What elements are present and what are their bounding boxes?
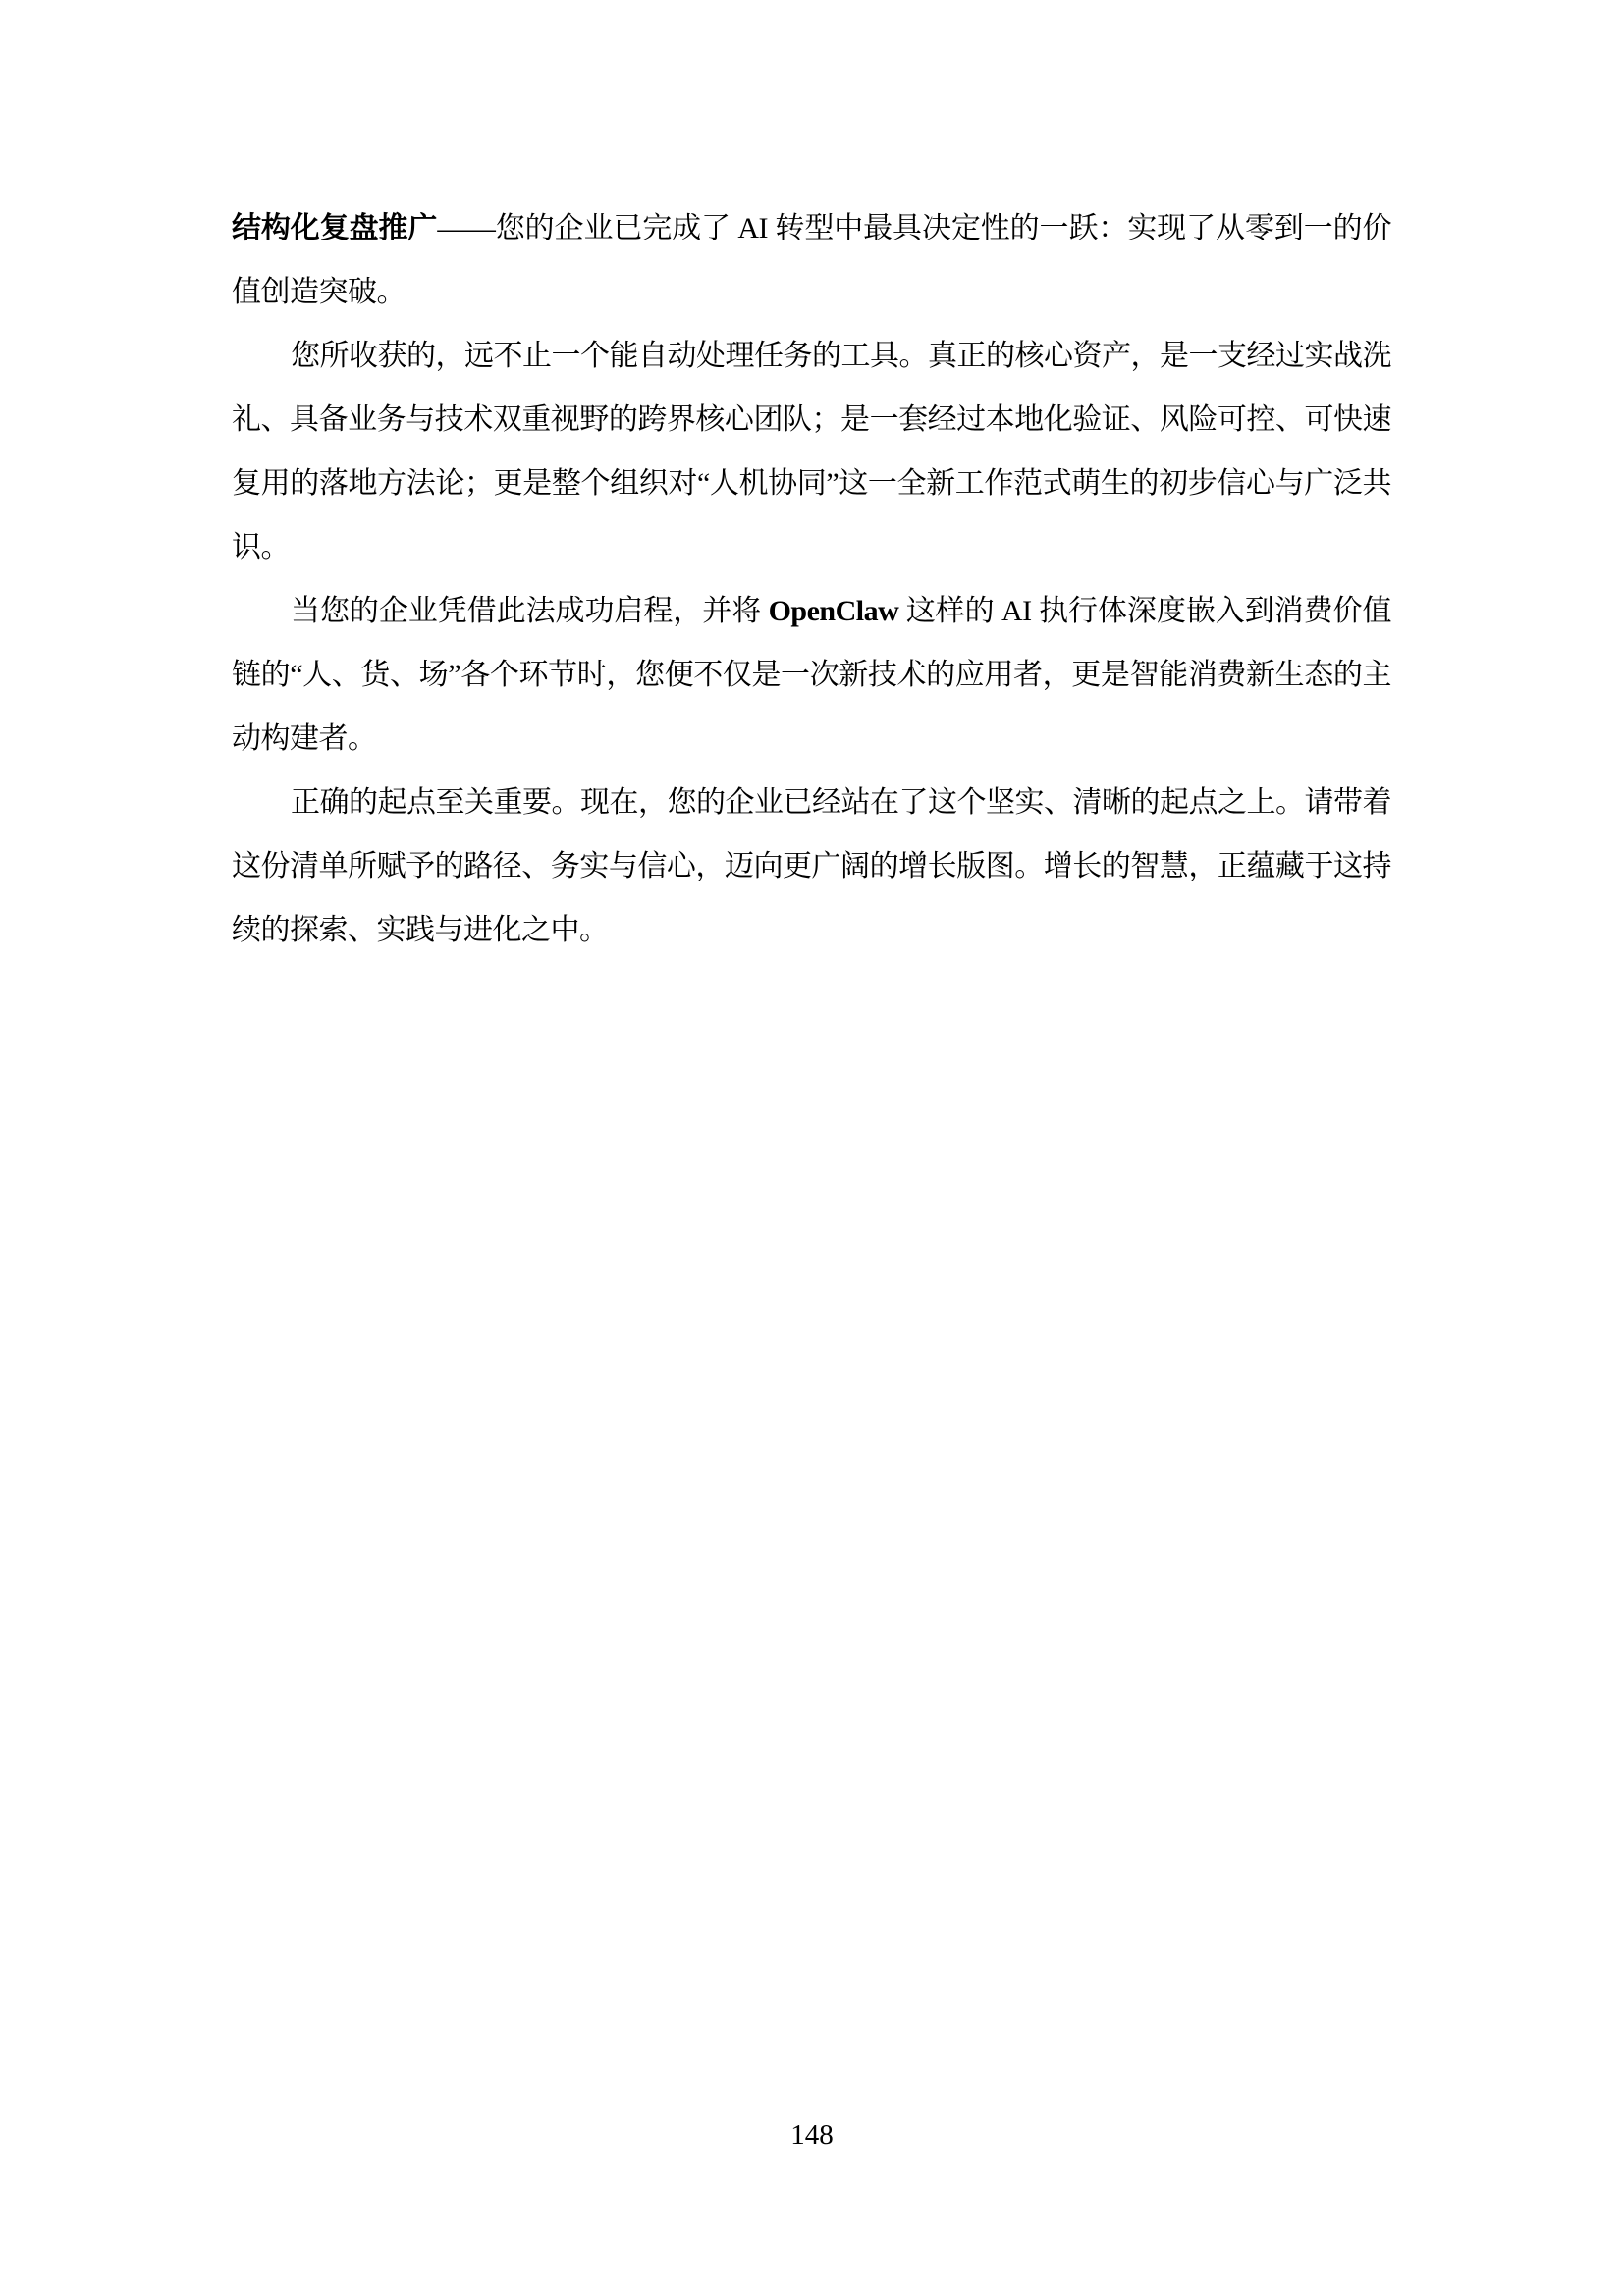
text-run: 正确的起点至关重要。现在，您的企业已经站在了这个坚实、清晰的起点之上。请带着这份清单所赋予的路径、务实与信心，迈向更广阔的增长版图。增长的智慧，正蕴藏于这持续的探索、实践与进化之中。	[232, 786, 1391, 946]
text-run: ——您的企业已完成了 AI 转型中最具决定性的一跃：实现了从零到一的价值创造突破。	[232, 212, 1391, 308]
paragraph	[232, 771, 1391, 962]
page-body-text	[232, 196, 1391, 962]
text-run: 当您的企业凭借此法成功启程，并将	[291, 595, 769, 627]
text-run: 这样的 AI 执行体深度嵌入到消费价值链的“人、货、场”各个环节时，您便不仅是一次新技术的应用者，更是智能消费新生态的主动构建者。	[232, 595, 1391, 755]
paragraph	[232, 579, 1391, 771]
page-number: 148	[790, 2119, 834, 2151]
paragraph	[232, 324, 1391, 579]
text-run: 您所收获的，远不止一个能自动处理任务的工具。真正的核心资产，是一支经过实战洗礼、具备业务与技术双重视野的跨界核心团队；是一套经过本地化验证、风险可控、可快速复用的落地方法论；更是整个组织对“人机协同”这一全新工作范式萌生的初步信心与广泛共识。	[232, 340, 1391, 563]
bold-text-run: 结构化复盘推广	[232, 212, 438, 244]
paragraph	[232, 196, 1391, 324]
bold-text-run: OpenClaw	[768, 595, 899, 627]
